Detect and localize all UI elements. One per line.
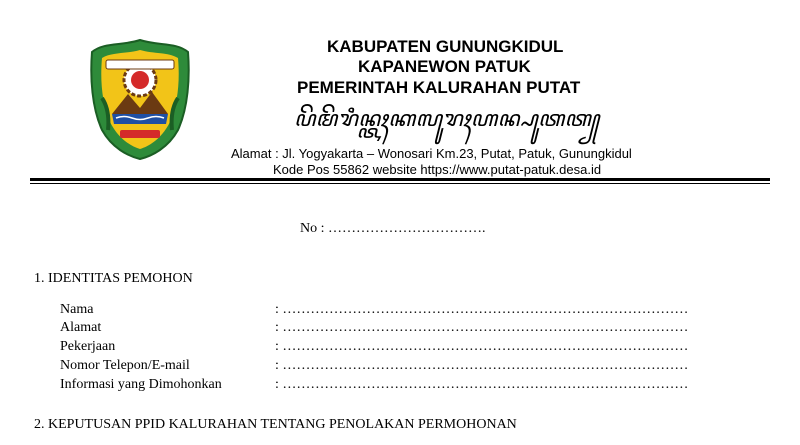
- field-row-name: [60, 302, 710, 320]
- header-regency: KABUPATEN GUNUNGKIDUL: [327, 37, 564, 56]
- field-label: Informasi yang Dimohonkan: [60, 377, 222, 392]
- document-number: No : …………………………….: [300, 221, 486, 236]
- field-label: Nomor Telepon/E-mail: [60, 358, 190, 373]
- emblem-ribbon: [120, 130, 160, 138]
- field-value: : ……………………………………………………………………………: [275, 377, 689, 392]
- header-divider-thin: [30, 183, 770, 184]
- header-government: PEMERINTAH KALURAHAN PUTAT: [297, 78, 581, 97]
- header-address: Alamat : Jl. Yogyakarta – Wonosari Km.23, Putat, Patuk, Gunungkidul: [231, 146, 632, 161]
- section-title-applicant-identity: 1. IDENTITAS PEMOHON: [34, 271, 193, 286]
- field-value: : ……………………………………………………………………………: [275, 320, 689, 335]
- gunungkidul-emblem-logo: [88, 38, 192, 160]
- section-title-ppid-decision: 2. KEPUTUSAN PPID KALURAHAN TENTANG PENOLAKAN PERMOHONAN: [34, 417, 517, 432]
- header-javanese-script: ꦥꦼꦩꦼꦫꦶꦤ꧀ꦠꦃꦏꦭꦸꦫꦃꦲꦤ꧀ꦥꦸꦠꦠ꧀: [294, 106, 600, 131]
- field-label: Pekerjaan: [60, 339, 116, 354]
- header-divider-thick: [30, 178, 770, 181]
- field-label: Alamat: [60, 320, 102, 335]
- field-value: : ……………………………………………………………………………: [275, 358, 689, 373]
- field-label: Nama: [60, 302, 94, 317]
- field-value: : ……………………………………………………………………………: [275, 339, 689, 354]
- emblem-banner: [106, 60, 174, 69]
- header-district: KAPANEWON PATUK: [358, 57, 531, 76]
- emblem-sun: [131, 71, 149, 89]
- field-row-requested-information: [60, 377, 710, 395]
- header-postal-website: Kode Pos 55862 website https://www.putat-patuk.desa.id: [273, 162, 602, 177]
- field-row-occupation: [60, 339, 710, 357]
- field-value: : ……………………………………………………………………………: [275, 302, 689, 317]
- field-row-phone-email: [60, 358, 710, 376]
- field-row-address: [60, 320, 710, 338]
